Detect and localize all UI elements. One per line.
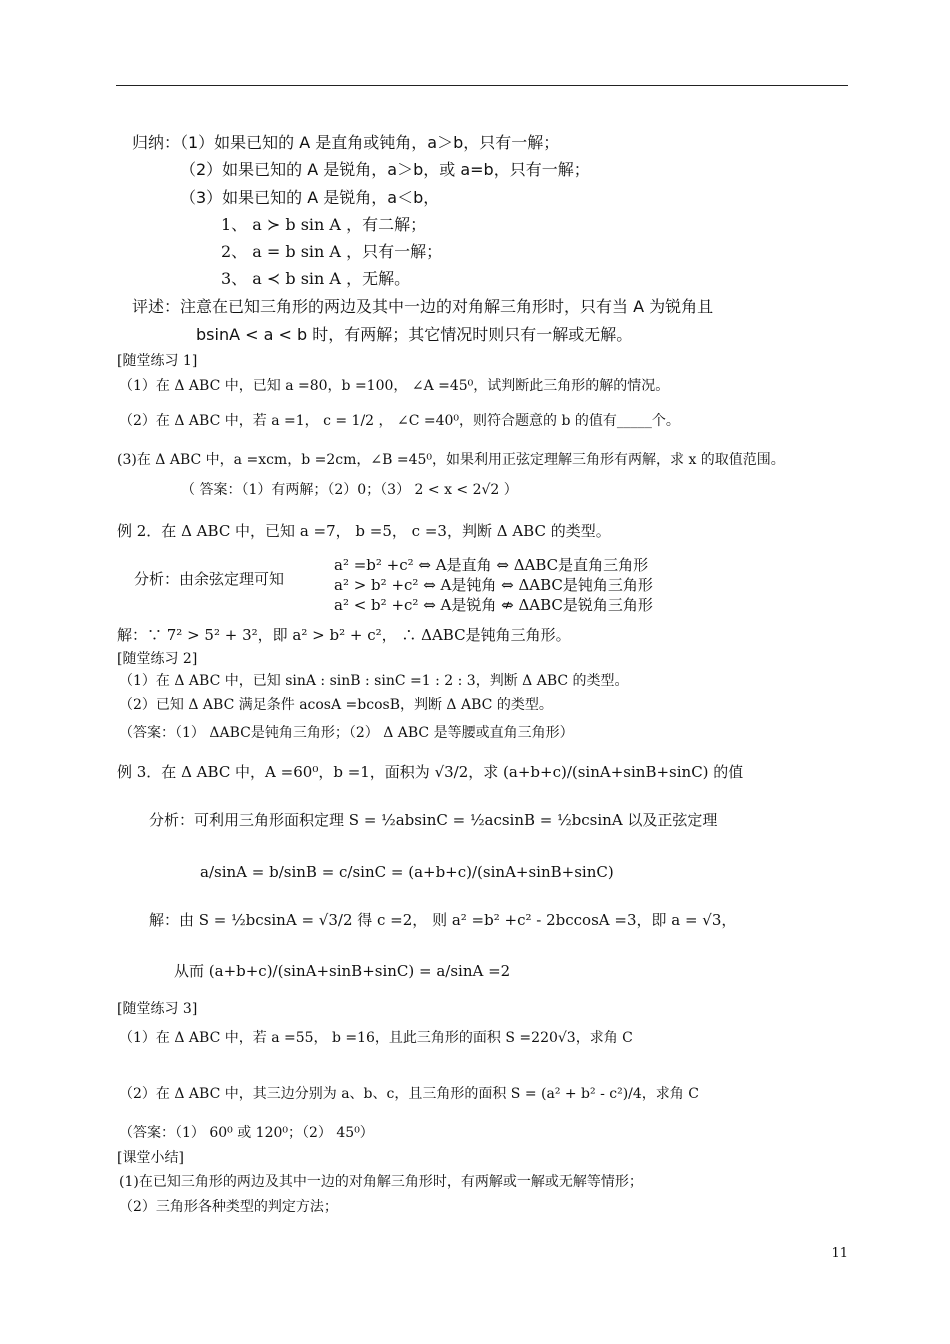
wrapup-point-1: (1)在已知三角形的两边及其中一边的对角解三角形时，有两解或一解或无解等情形； — [119, 1174, 643, 1190]
example3-sine-ratio: a/sinA = b/sinB = c/sinC = (a+b+c)/(sinA+sinB+sinC) — [200, 863, 614, 881]
summary-line-5: 2、 a = b sin A ，只有一解； — [221, 242, 443, 261]
summary-line-3: （3）如果已知的 A 是锐角，a＜b， — [180, 188, 440, 207]
example2-case-acute: a² < b² +c² ⇔ A是锐角 ⇎ ΔABC是锐角三角形 — [334, 596, 653, 614]
wrapup-point-2: （2）三角形各种类型的判定方法； — [119, 1199, 338, 1215]
example2-case-right: a² =b² +c² ⇔ A是直角 ⇔ ΔABC是直角三角形 — [334, 556, 649, 574]
practice3-heading: [随堂练习 3] — [117, 1001, 198, 1017]
example2-case-obtuse: a² > b² +c² ⇔ A是钝角 ⇔ ΔABC是钝角三角形 — [334, 576, 653, 594]
practice2-question-1: （1）在 Δ ABC 中，已知 sinA : sinB : sinC =1 : 2 : 3，判断 Δ ABC 的类型。 — [119, 673, 629, 689]
practice3-question-2: （2）在 Δ ABC 中，其三边分别为 a、b、c，且三角形的面积 S = (a² + b² - c²)/4，求角 C — [119, 1086, 699, 1102]
example3-solution-2: 从而 (a+b+c)/(sinA+sinB+sinC) = a/sinA =2 — [174, 962, 511, 980]
example2-heading: 例 2．在 Δ ABC 中，已知 a =7， b =5， c =3，判断 Δ ABC 的类型。 — [117, 522, 611, 540]
practice1-answer: （ 答案：（1）有两解；（2）0；（3） 2 < x < 2√2 ） — [181, 482, 518, 498]
example2-analysis-label: 分析：由余弦定理可知 — [134, 570, 285, 588]
practice3-answer: （答案：（1） 60⁰ 或 120⁰；（2） 45⁰） — [119, 1125, 374, 1141]
practice2-heading: [随堂练习 2] — [117, 651, 198, 667]
summary-line-4: 1、 a ≻ b sin A ，有二解； — [221, 215, 427, 234]
practice3-question-1: （1）在 Δ ABC 中，若 a =55， b =16，且此三角形的面积 S =220√3，求角 C — [119, 1030, 633, 1046]
example3-solution-1: 解：由 S = ½bcsinA = √3/2 得 c =2， 则 a² =b² +c² - 2bccosA =3，即 a = √3， — [149, 911, 737, 929]
comment-line-2: bsinA < a < b 时，有两解；其它情况时则只有一解或无解。 — [196, 325, 633, 344]
comment-line-1: 评述：注意在已知三角形的两边及其中一边的对角解三角形时，只有当 A 为锐角且 — [132, 297, 714, 316]
practice2-answer: （答案：（1） ΔABC是钝角三角形；（2） Δ ABC 是等腰或直角三角形） — [119, 725, 574, 741]
example3-heading: 例 3．在 Δ ABC 中，A =60⁰，b =1，面积为 √3/2，求 (a+b+c)/(sinA+sinB+sinC) 的值 — [117, 763, 744, 781]
wrapup-heading: [课堂小结] — [117, 1150, 184, 1166]
example3-analysis: 分析：可利用三角形面积定理 S = ½absinC = ½acsinB = ½bcsinA 以及正弦定理 — [149, 811, 718, 829]
summary-line-6: 3、 a ≺ b sin A ，无解。 — [221, 269, 411, 288]
practice1-question-2: （2）在 Δ ABC 中，若 a =1， c = 1/2 ， ∠C =40⁰，则符合题意的 b 的值有_____个。 — [119, 413, 680, 429]
practice1-question-1: （1）在 Δ ABC 中，已知 a =80，b =100， ∠A =45⁰，试判断此三角形的解的情况。 — [119, 378, 670, 394]
practice1-heading: [随堂练习 1] — [117, 353, 198, 369]
page-number: 11 — [831, 1246, 848, 1261]
practice2-question-2: （2）已知 Δ ABC 满足条件 acosA =bcosB，判断 Δ ABC 的类型。 — [119, 697, 553, 713]
header-rule — [116, 85, 848, 86]
summary-line-1: 归纳：（1）如果已知的 A 是直角或钝角，a＞b，只有一解； — [132, 133, 560, 152]
summary-line-2: （2）如果已知的 A 是锐角，a＞b，或 a=b，只有一解； — [180, 160, 590, 179]
practice1-question-3: (3)在 Δ ABC 中，a =xcm，b =2cm，∠B =45⁰，如果利用正弦定理解三角形有两解，求 x 的取值范围。 — [117, 452, 785, 468]
example2-solution: 解：∵ 7² > 5² + 3²，即 a² > b² + c²， ∴ ΔABC是钝角三角形。 — [117, 626, 571, 644]
